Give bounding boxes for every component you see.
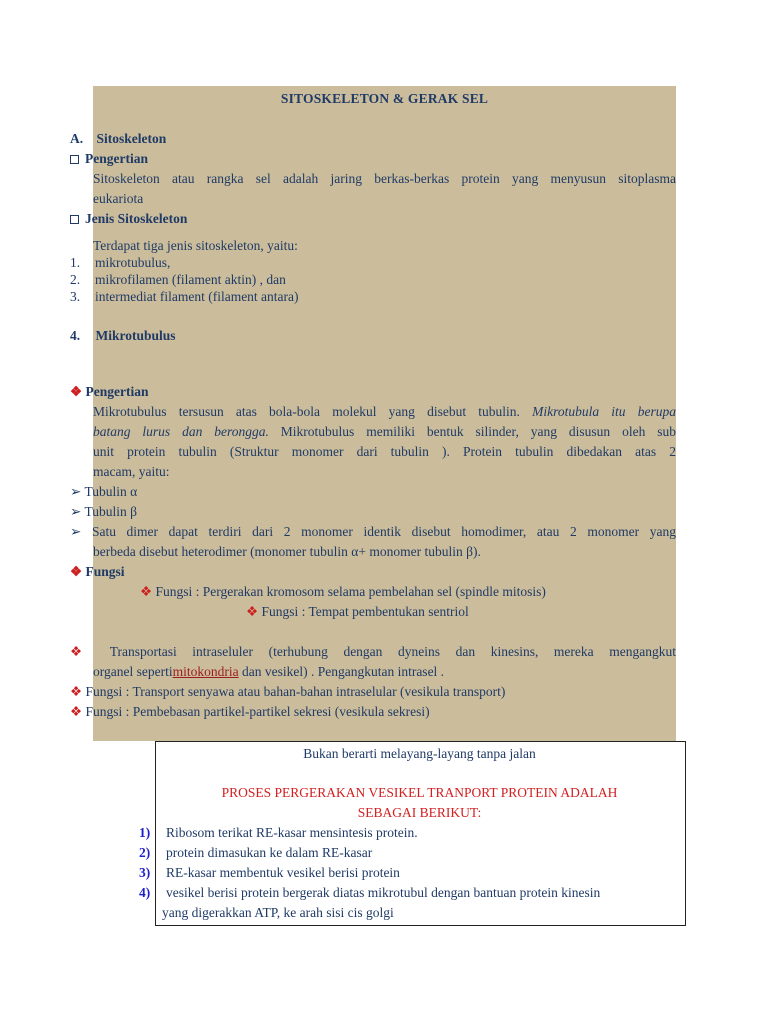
jenis-num-2: 2.: [70, 272, 81, 287]
pengertian-1-line1: Sitoskeleton atau rangka sel adalah jaring berkas-berkas protein yang menyusun sitoplasma: [93, 171, 676, 186]
transport-line1-text: Transportasi intraseluler (terhubung dengan dyneins dan kinesins, mereka mengangkut: [109, 644, 676, 659]
four-diamond-icon: ❖: [70, 704, 83, 719]
pengertian-2-line1-a: Mikrotubulus tersusun atas bola-bola molekul yang disebut tubulin.: [93, 404, 520, 419]
four-diamond-icon: ❖: [70, 644, 95, 659]
four-diamond-icon: ❖: [70, 684, 83, 699]
transport-line1: [70, 642, 676, 662]
four-diamond-icon: ❖: [246, 604, 259, 619]
page-title: SITOSKELETON & GERAK SEL: [280, 91, 489, 106]
pengertian-2-line2-italic: batang lurus dan berongga.: [93, 424, 269, 439]
step-1: Ribosom terikat RE-kasar mensintesis protein.: [166, 825, 418, 840]
dimer-line1: [70, 522, 676, 542]
tubulin-alpha-text: Tubulin α: [84, 484, 138, 499]
fungsi-label: Fungsi: [85, 564, 125, 579]
step-2: protein dimasukan ke dalam RE-kasar: [166, 845, 373, 860]
section-4-marker: 4.: [70, 328, 81, 343]
transport-line2-b: dan vesikel) . Pengangkutan intrasel .: [238, 664, 445, 679]
jenis-item-3: intermediat filament (filament antara): [95, 289, 299, 304]
square-outline-icon: [70, 155, 79, 164]
four-diamond-icon: ❖: [140, 584, 153, 599]
fungsi-4-text: Fungsi : Pembebasan partikel-partikel sekresi (vesikula sekresi): [85, 704, 430, 719]
pengertian-1-line2: eukariota: [93, 191, 144, 206]
step-num-1: 1): [139, 825, 151, 840]
fungsi-3: [70, 682, 505, 702]
arrowhead-right-icon: ➢: [70, 524, 82, 539]
jenis-num-1: 1.: [70, 255, 81, 270]
pengertian-2-line3: unit protein tubulin (Struktur monomer dari tubulin ). Protein tubulin dibedakan atas 2: [93, 444, 676, 459]
pengertian-2-label: Pengertian: [85, 384, 149, 399]
jenis-label: Jenis Sitoskeleton: [85, 211, 188, 226]
pengertian-label: Pengertian: [85, 151, 148, 166]
section-a-label: Sitoskeleton: [96, 131, 167, 146]
pengertian-2-line2: [93, 422, 676, 442]
step-4-cont: yang digerakkan ATP, ke arah sisi cis golgi: [162, 905, 394, 920]
dimer-line2: berbeda disebut heterodimer (monomer tubulin α+ monomer tubulin β).: [93, 544, 481, 559]
box-heading-2: SEBAGAI BERIKUT:: [357, 805, 482, 820]
section-a: [70, 129, 166, 149]
transport-line2-a: organel seperti: [93, 664, 173, 679]
step-num-3: 3): [139, 865, 151, 880]
four-diamond-icon: ❖: [70, 384, 83, 399]
section-4: [70, 326, 176, 346]
step-3: RE-kasar membentuk vesikel berisi protein: [166, 865, 400, 880]
box-heading-1: PROSES PERGERAKAN VESIKEL TRANPORT PROTEIN ADALAH: [221, 785, 618, 800]
pengertian-2-line4: macam, yaitu:: [93, 464, 170, 479]
mitokondria-link[interactable]: mitokondria: [172, 664, 239, 679]
fungsi-1-text: Fungsi : Pergerakan kromosom selama pembelahan sel (spindle mitosis): [155, 584, 546, 599]
fungsi-3-text: Fungsi : Transport senyawa atau bahan-bahan intraselular (vesikula transport): [85, 684, 506, 699]
section-a-marker: A.: [70, 131, 84, 146]
tubulin-beta-text: Tubulin β: [84, 504, 137, 519]
step-num-2: 2): [139, 845, 151, 860]
pengertian-heading-2: [70, 382, 148, 402]
section-4-label: Mikrotubulus: [95, 328, 176, 343]
pengertian-heading-1: [70, 149, 148, 169]
four-diamond-icon: ❖: [70, 564, 83, 579]
jenis-item-2: mikrofilamen (filament aktin) , dan: [95, 272, 286, 287]
fungsi-2: [246, 602, 469, 622]
pengertian-2-line2-b: Mikrotubulus memiliki bentuk silinder, yang disusun oleh sub: [280, 424, 676, 439]
tubulin-alpha: [70, 482, 137, 502]
jenis-intro: Terdapat tiga jenis sitoskeleton, yaitu:: [93, 238, 298, 253]
square-outline-icon: [70, 215, 79, 224]
fungsi-heading: [70, 562, 125, 582]
dimer-line1-text: Satu dimer dapat terdiri dari 2 monomer identik disebut homodimer, atau 2 monomer yang: [91, 524, 677, 539]
box-top-text: Bukan berarti melayang-layang tanpa jalan: [303, 746, 536, 761]
arrowhead-right-icon: ➢: [70, 504, 82, 519]
pengertian-2-line1: [93, 402, 676, 422]
fungsi-2-text: Fungsi : Tempat pembentukan sentriol: [261, 604, 469, 619]
jenis-heading: [70, 209, 187, 229]
arrowhead-right-icon: ➢: [70, 484, 82, 499]
step-num-4: 4): [139, 885, 151, 900]
fungsi-4: [70, 702, 430, 722]
pengertian-2-line1-italic: Mikrotubula itu berupa: [532, 404, 676, 419]
jenis-item-1: mikrotubulus,: [95, 255, 171, 270]
tubulin-beta: [70, 502, 137, 522]
step-4: vesikel berisi protein bergerak diatas mikrotubul dengan bantuan protein kinesin: [166, 885, 601, 900]
fungsi-1: [140, 582, 546, 602]
jenis-num-3: 3.: [70, 289, 81, 304]
transport-line2: [93, 662, 444, 682]
